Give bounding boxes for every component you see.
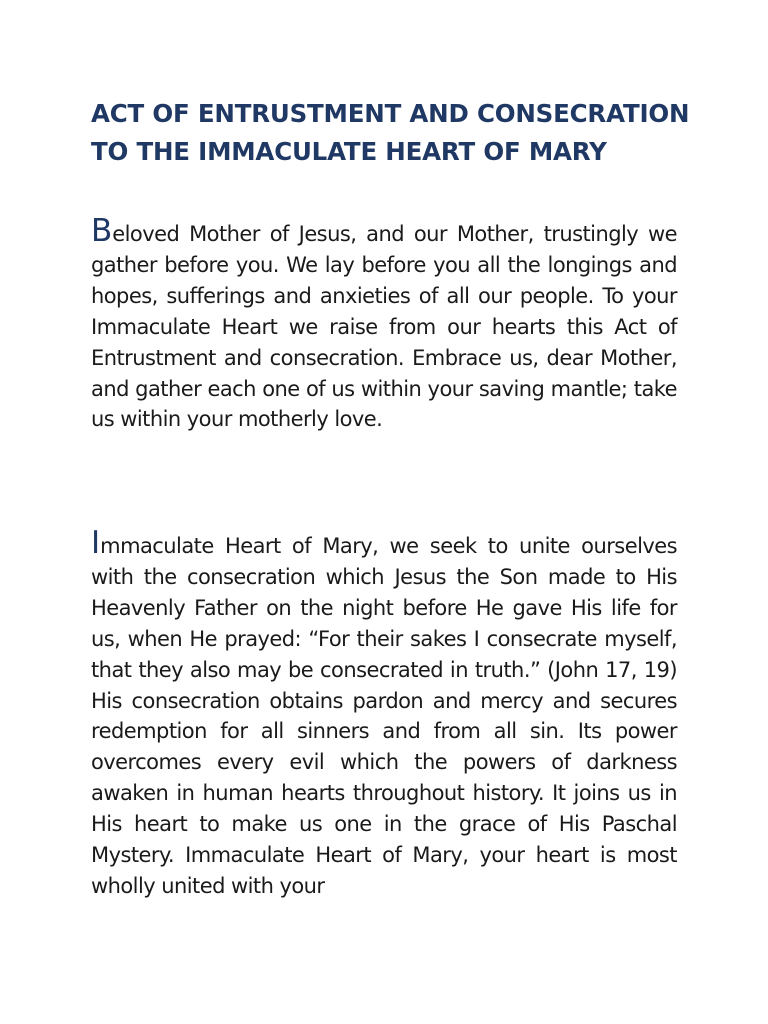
title-line-2: TO THE IMMACULATE HEART OF MARY xyxy=(91,137,607,166)
title-line-1: ACT OF ENTRUSTMENT AND CONSECRATION xyxy=(91,99,690,128)
document-title xyxy=(91,95,691,171)
paragraph-2-initial: I xyxy=(91,525,101,561)
paragraph-2 xyxy=(91,525,677,902)
paragraph-2-text: mmaculate Heart of Mary, we seek to unite ourselves with the consecration which Jesus the Son made to His Heavenly Father on the night before He gave His life for us, when He prayed: “For their sakes I consecrate myself, that they also may be consecrated in truth.” (John 17, 19) His consecration obtains pardon and mercy and secures redemption for all sinners and from all sin. Its power overcomes every evil which the powers of darkness awaken in human hearts throughout history. It joins us in His heart to make us one in the grace of His Paschal Mystery. Immaculate Heart of Mary, your heart is most wholly united with your xyxy=(91,534,677,898)
paragraph-1-text: eloved Mother of Jesus, and our Mother, trustingly we gather before you. We lay before you all the longings and hopes, sufferings and anxieties of all our people. To your Immaculate Heart we raise from our hearts this Act of Entrustment and consecration. Embrace us, dear Mother, and gather each one of us within your saving mantle; take us within your motherly love. xyxy=(91,222,677,432)
paragraph-1-initial: B xyxy=(91,213,113,249)
paragraph-1 xyxy=(91,213,677,435)
